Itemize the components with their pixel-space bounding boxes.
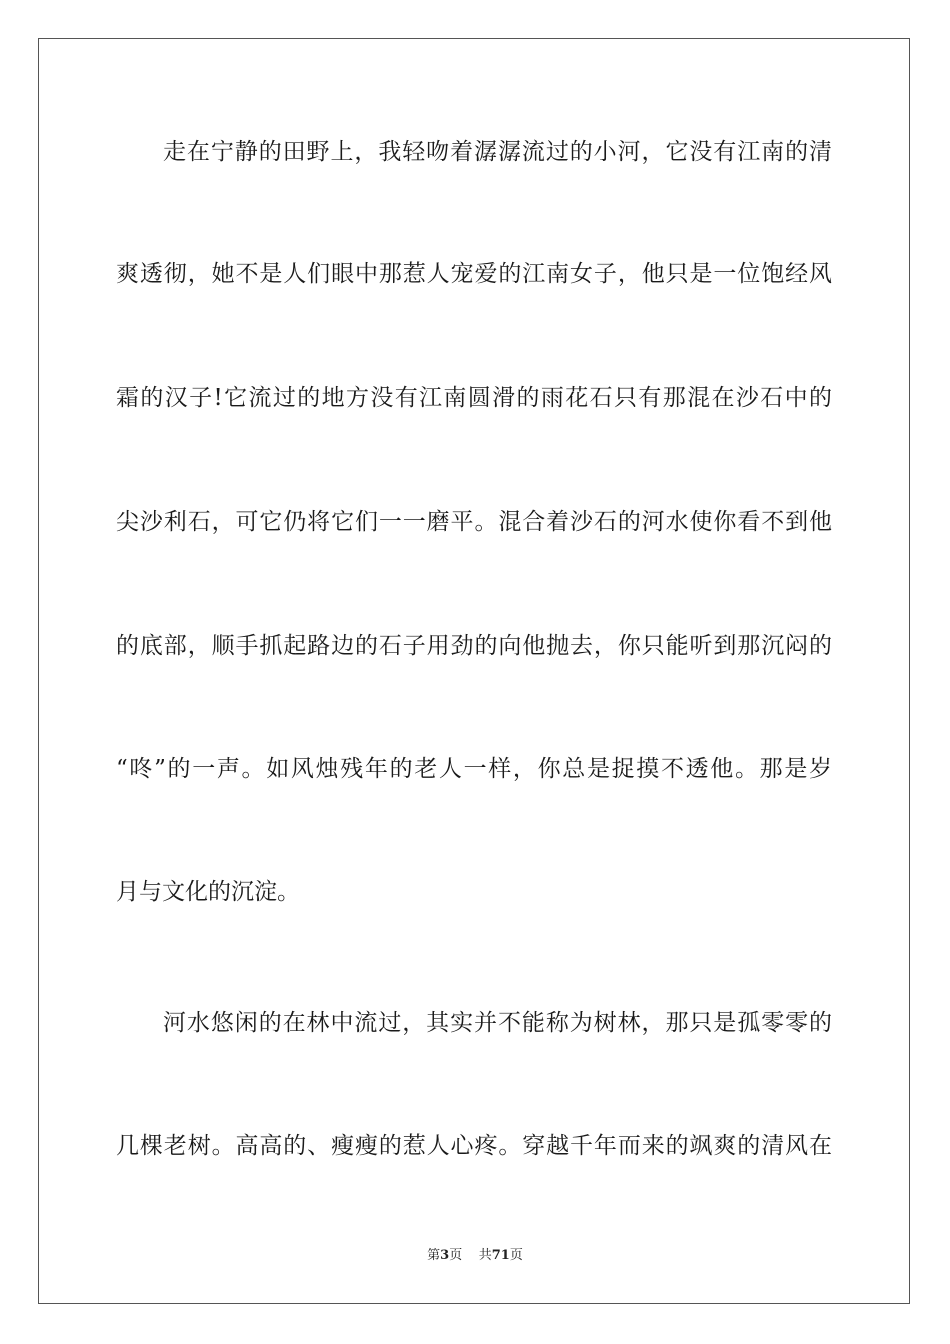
page-border — [38, 38, 910, 1304]
page-footer — [0, 1247, 950, 1265]
total-pages: 71 — [491, 1248, 510, 1263]
paragraph-2-line-1: 河水悠闲的在林中流过，其实并不能称为树林，那只是孤零零的 — [163, 1010, 832, 1036]
paragraph-1-line-1: 走在宁静的田野上，我轻吻着潺潺流过的小河，它没有江南的清 — [163, 139, 832, 165]
paragraph-1-line-3: 霜的汉子!它流过的地方没有江南圆滑的雨花石只有那混在沙石中的 — [116, 385, 832, 411]
total-suffix: 页 — [509, 1248, 523, 1263]
page-prefix: 第 — [427, 1248, 441, 1263]
paragraph-2-line-2: 几棵老树。高高的、瘦瘦的惹人心疼。穿越千年而来的飒爽的清风在 — [116, 1133, 832, 1159]
page-suffix: 页 — [449, 1248, 463, 1263]
paragraph-1-line-6: “咚”的一声。如风烛残年的老人一样，你总是捉摸不透他。那是岁 — [116, 756, 832, 782]
paragraph-1-line-2: 爽透彻，她不是人们眼中那惹人宠爱的江南女子，他只是一位饱经风 — [116, 261, 832, 287]
paragraph-1-line-4: 尖沙利石，可它仍将它们一一磨平。混合着沙石的河水使你看不到他 — [116, 509, 832, 535]
paragraph-1-line-7: 月与文化的沉淀。 — [116, 879, 300, 905]
page-number: 3 — [440, 1248, 450, 1263]
paragraph-1-line-5: 的底部，顺手抓起路边的石子用劲的向他抛去，你只能听到那沉闷的 — [116, 633, 832, 659]
total-prefix: 共 — [478, 1248, 492, 1263]
